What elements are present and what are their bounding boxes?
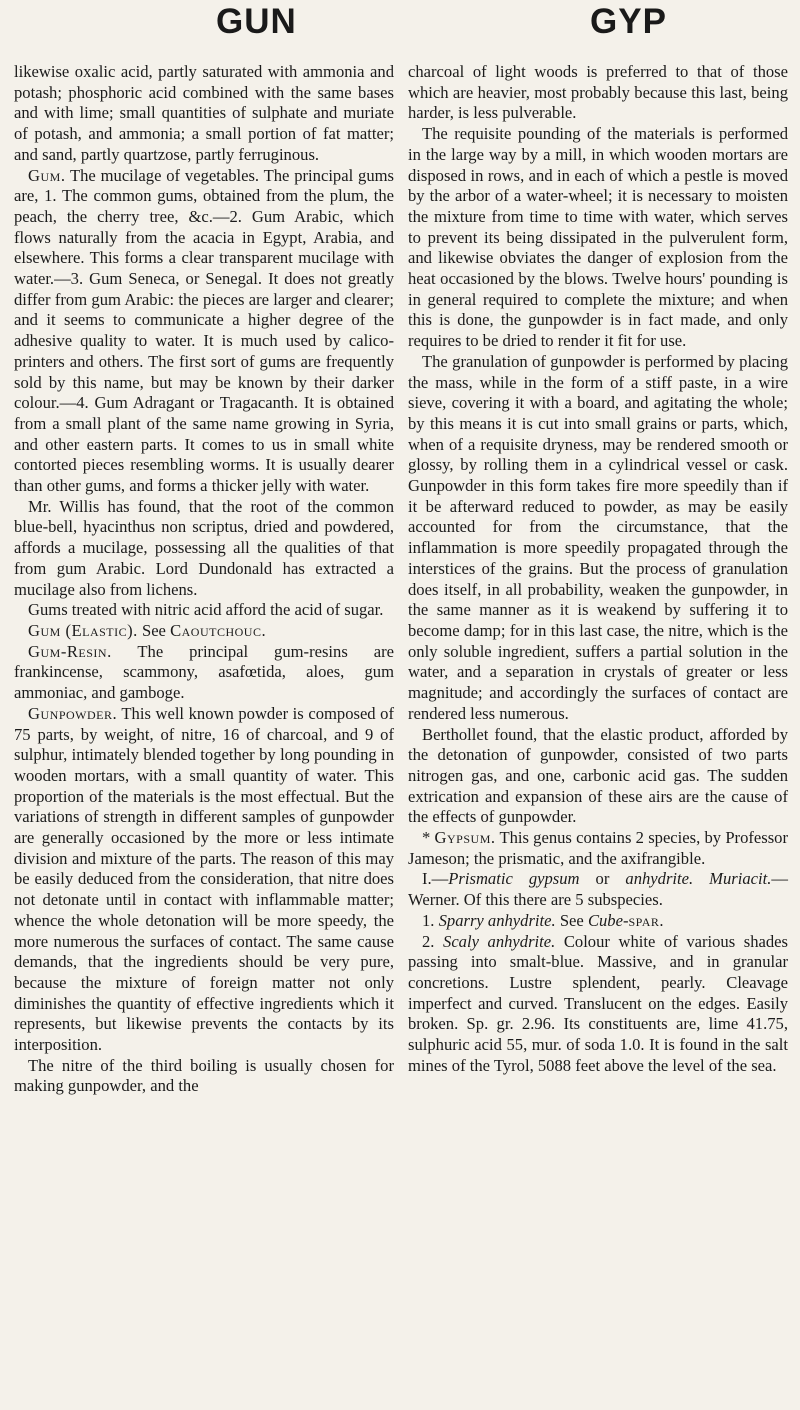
body-text: 2. — [422, 931, 444, 951]
body-text: The requisite pounding of the materials is performed in the large way by a mill, in which wooden mortars are disposed in rows, and in each of which a pestle is moved by the arbor of a water-wheel; it is necessary to moisten the mixture from time to time with water, which serves to prevent its being dissipated in the pulverulent form, and likewise obviates the danger of explosion from the heat occasioned by the blows. Twelve hours' pounding is in general required to complete the mixture; and when this is done, the gunpowder is in fact made, and only requires to be dried to render it fit for use. — [408, 124, 788, 351]
left-column-paragraph — [14, 62, 394, 166]
italic-term: anhydrite. Muriacit. — [625, 869, 772, 889]
entry-headword: Gum. — [28, 165, 66, 185]
right-column-paragraph — [408, 911, 788, 932]
italic-term: Sparry anhydrite. — [438, 910, 556, 930]
header-left-guide-word: GUN — [216, 2, 297, 41]
text-columns — [14, 62, 788, 1097]
body-text: * — [422, 828, 435, 848]
body-text: Gums treated with nitric acid afford the acid of sugar. — [28, 600, 384, 620]
body-text: Mr. Willis has found, that the root of the common blue-bell, hyacinthus non scriptus, dried and powdered, affords a mucilage, possessing all the qualities of that from gum Arabic. Lord Dundonald has extracted a mucilage also from lichens. — [14, 496, 394, 599]
italic-term: Cube — [587, 910, 623, 930]
entry-headword: Caoutchouc. — [170, 620, 267, 640]
body-text: —Werner. Of this there are 5 subspecies. — [408, 869, 788, 910]
entry-headword: Gum-Resin. — [28, 641, 112, 661]
body-text: The granulation of gunpowder is performed by placing the mass, while in the form of a stiff paste, in a wire sieve, covering it with a board, and agitating the whole; by this means it is cut into small grains or parts, which, when of a requisite dryness, may be rendered smooth or glossy, by rolling them in a cylindrical vessel or cask. Gunpowder in this form takes fire more speedily than if it be afterward reduced to powder, as may be easily accounted for from the circumstance, that the inflammation is more speedily propagated through the interstices of the grains. But the process of granulation does itself, in all probability, weaken the gunpowder, in the same manner as it is weakend by suffering it to become damp; for in this last case, the nitre, which is the only soluble ingredient, suffers a partial solution in the water, and a separation in crystals of greater or less magnitude; and accordingly the surfaces of contact are rendered less numerous. — [408, 351, 788, 723]
body-text: The nitre of the third boiling is usually chosen for making gunpowder, and the — [14, 1055, 394, 1096]
body-text: See — [555, 910, 588, 930]
left-column-paragraph — [14, 1056, 394, 1097]
italic-term: Prismatic gypsum — [448, 869, 580, 889]
entry-headword: Gunpowder. — [28, 703, 118, 723]
right-column-paragraph — [408, 869, 788, 910]
body-text: The principal gum-resins are frankincense, scammony, asafœtida, aloes, gum ammoniac, and gamboge. — [14, 641, 394, 703]
left-column-paragraph — [14, 642, 394, 704]
body-text: likewise oxalic acid, partly saturated with ammonia and potash; phosphoric acid combined with the same bases and with lime; small quantities of sulphate and muriate of potash, and ammonia; a small portion of fat matter; and sand, partly quartzose, partly ferruginous. — [14, 62, 394, 164]
right-column — [408, 62, 788, 1097]
left-column-paragraph — [14, 497, 394, 601]
left-column-paragraph — [14, 621, 394, 642]
body-text: This well known powder is composed of 75 parts, by weight, of nitre, 16 of charcoal, and 9 of sulphur, intimately blended together by long pounding in wooden mortars, with a small quantity of water. This proportion of the materials is the most effectual. But the variations of strength in different samples of gunpowder are generally occasioned by the more or less intimate division and mixture of the parts. The reason of this may be easily deduced from the consideration, that nitre does not detonate until in contact with inflammable matter; whence the whole detonation will be more speedy, the more numerous the surfaces of contact. The same cause demands, that the ingredients should be very pure, because the mixture of foreign matter not only diminishes the quantity of effective ingredients which it represents, but likewise prevents the contacts by its interposition. — [14, 703, 394, 1055]
left-column-paragraph — [14, 600, 394, 621]
body-text: - — [622, 910, 629, 930]
running-header — [0, 2, 800, 58]
body-text: Berthollet found, that the elastic product, afforded by the detonation of gunpowder, consisted of two parts nitrogen gas, and one, carbonic acid gas. The sudden extrication and expansion of these airs are the cause of the effects of gunpowder. — [408, 724, 788, 827]
body-text: I.— — [422, 869, 449, 889]
entry-headword: Gum (Elastic). — [28, 620, 138, 640]
right-column-paragraph — [408, 725, 788, 829]
right-column-paragraph — [408, 62, 788, 124]
entry-headword: Gypsum. — [434, 828, 496, 848]
entry-headword: spar. — [628, 910, 665, 930]
body-text: 1. — [422, 910, 439, 930]
body-text: charcoal of light woods is preferred to that of those which are heavier, most probably because this last, being harder, is less pulverable. — [408, 62, 788, 123]
right-column-paragraph — [408, 124, 788, 352]
left-column-paragraph — [14, 166, 394, 497]
left-column-paragraph — [14, 704, 394, 1056]
body-text: See — [137, 620, 171, 640]
right-column-paragraph — [408, 828, 788, 869]
left-column — [14, 62, 394, 1097]
right-column-paragraph — [408, 932, 788, 1077]
italic-term: Scaly anhydrite. — [443, 931, 556, 951]
body-text: Colour white of various shades passing into smalt-blue. Massive, and in granular concretions. Lustre splendent, pearly. Cleavage imperfect and curved. Translucent on the edges. Easily broken. Sp. gr. 2.96. Its constituents are, lime 41.75, sulphuric acid 55, mur. of soda 1.0. It is found in the salt mines of the Tyrol, 5088 feet above the level of the sea. — [408, 931, 788, 1075]
body-text: or — [579, 869, 626, 889]
header-right-guide-word: GYP — [590, 2, 667, 41]
body-text: This genus contains 2 species, by Professor Jameson; the prismatic, and the axifrangible. — [408, 828, 788, 868]
right-column-paragraph — [408, 352, 788, 725]
body-text: The mucilage of vegetables. The principal gums are, 1. The common gums, obtained from the plum, the peach, the cherry tree, &c.—2. Gum Arabic, which flows naturally from the acacia in Egypt, Arabia, and elsewhere. This forms a clear transparent mucilage with water.—3. Gum Seneca, or Senegal. It does not greatly differ from gum Arabic: the pieces are larger and clearer; and it seems to communicate a higher degree of the adhesive quality to water. It is much used by calico-printers and others. The first sort of gums are frequently sold by this name, but may be known by their darker colour.—4. Gum Adragant or Tragacanth. It is obtained from a small plant of the same name growing in Syria, and other eastern parts. It comes to us in small white contorted pieces resembling worms. It is usually dearer than other gums, and forms a thicker jelly with water. — [14, 165, 394, 496]
